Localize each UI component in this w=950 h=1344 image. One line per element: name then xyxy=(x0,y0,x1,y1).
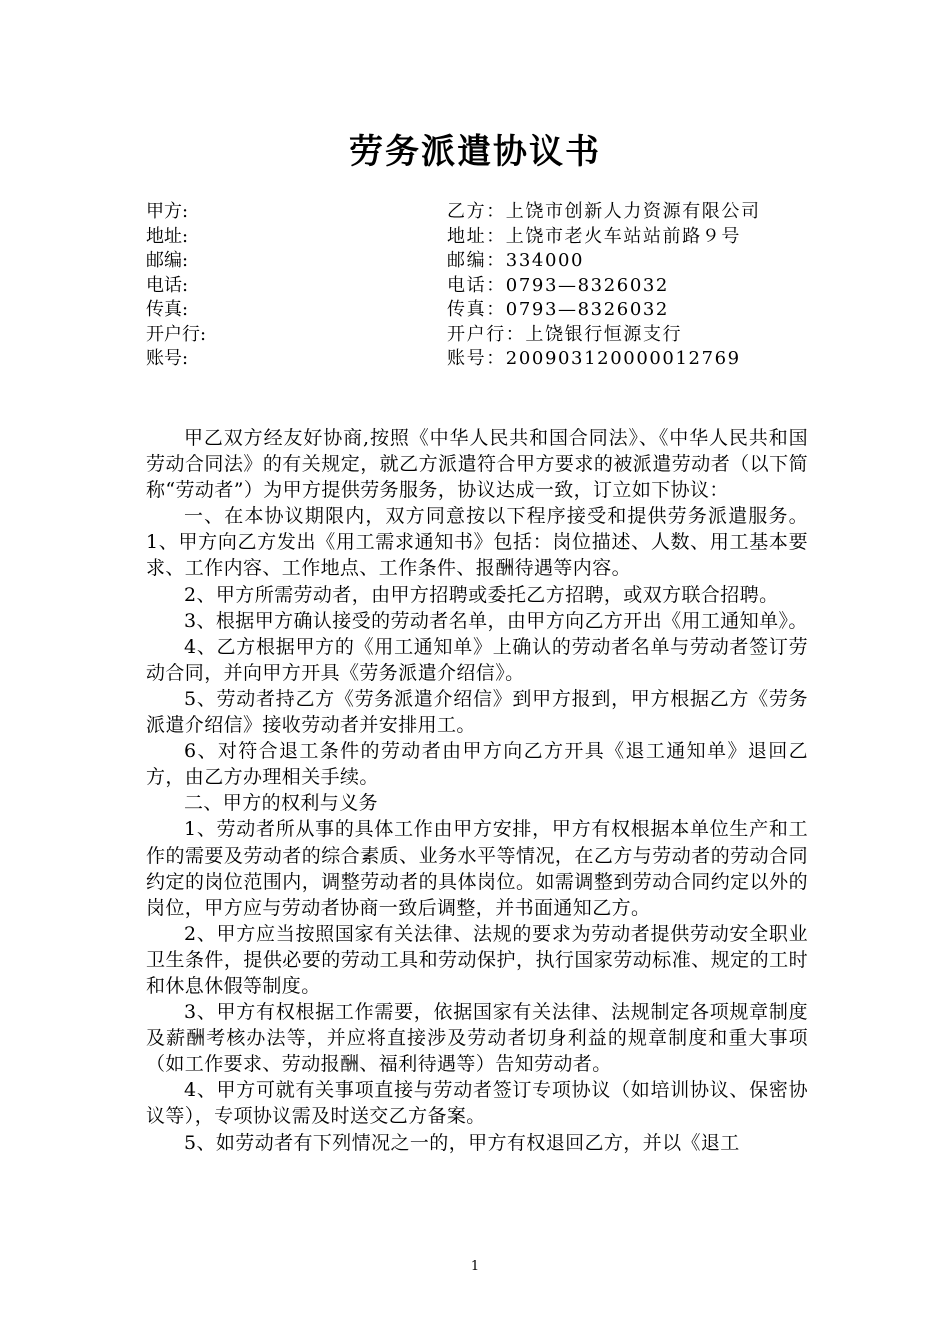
party-a-field: 甲方: xyxy=(146,201,189,222)
party-b-field: 传真：0793—8326032 xyxy=(447,299,669,320)
party-b-field: 邮编：334000 xyxy=(447,250,585,271)
paragraph: 3、甲方有权根据工作需要，依据国家有关法律、法规制定各项规章制度及薪酬考核办法等，并应将直接涉及劳动者切身利益的规章制度和重大事项（如工作要求、劳动报酬、福利待遇等）告知劳动者。 xyxy=(146,1001,808,1076)
party-b-field: 电话：0793—8326032 xyxy=(447,274,669,296)
section-heading: 二、甲方的权利与义务 xyxy=(184,792,379,815)
paragraph: 4、乙方根据甲方的《用工通知单》上确认的劳动者名单与劳动者签订劳动合同，并向甲方开具《劳务派遣介绍信》。 xyxy=(146,635,808,684)
party-a-field: 地址: xyxy=(146,225,189,247)
party-info-row xyxy=(146,298,826,323)
page-number: 1 xyxy=(470,1259,480,1274)
party-info-block xyxy=(146,200,826,372)
document-title: 劳务派遣协议书 xyxy=(349,132,601,172)
paragraph: 6、对符合退工条件的劳动者由甲方向乙方开具《退工通知单》退回乙方，由乙方办理相关手续。 xyxy=(146,740,808,789)
party-a-field: 邮编: xyxy=(146,250,189,271)
paragraph: 5、如劳动者有下列情况之一的，甲方有权退回乙方，并以《退工 xyxy=(184,1131,740,1154)
party-info-row xyxy=(146,225,826,250)
party-b-field: 地址：上饶市老火车站站前路９号 xyxy=(447,225,741,247)
paragraph: 1、劳动者所从事的具体工作由甲方安排，甲方有权根据本单位生产和工作的需要及劳动者的综合素质、业务水平等情况，在乙方与劳动者的劳动合同约定的岗位范围内，调整劳动者的具体岗位。如需调整到劳动合同约定以外的岗位，甲方应与劳动者协商一致后调整，并书面通知乙方。 xyxy=(146,818,808,919)
paragraph: 2、甲方所需劳动者，由甲方招聘或委托乙方招聘，或双方联合招聘。 xyxy=(184,583,779,606)
paragraph: 一、在本协议期限内，双方同意按以下程序接受和提供劳务派遣服务。1、甲方向乙方发出《用工需求通知书》包括：岗位描述、人数、用工基本要求、工作内容、工作地点、工作条件、报酬待遇等内容。 xyxy=(146,505,808,580)
party-info-row xyxy=(146,347,826,372)
paragraph: 甲乙双方经友好协商,按照《中华人民共和国合同法》、《中华人民共和国劳动合同法》的有关规定，就乙方派遣符合甲方要求的被派遣劳动者（以下简称“劳动者”）为甲方提供劳务服务，协议达成一致，订立如下协议： xyxy=(146,427,808,502)
party-a-field: 账号: xyxy=(146,348,189,369)
party-info-row xyxy=(146,323,826,348)
agreement-body xyxy=(146,425,808,1156)
party-info-row xyxy=(146,200,826,225)
paragraph: 4、甲方可就有关事项直接与劳动者签订专项协议（如培训协议、保密协议等），专项协议需及时送交乙方备案。 xyxy=(146,1079,808,1128)
party-a-field: 传真: xyxy=(146,299,189,320)
party-b-field: 账号：200903120000012769 xyxy=(447,348,741,369)
paragraph: 2、甲方应当按照国家有关法律、法规的要求为劳动者提供劳动安全职业卫生条件，提供必要的劳动工具和劳动保护，执行国家劳动标准、规定的工时和休息休假等制度。 xyxy=(146,922,808,997)
party-b-field: 乙方：上饶市创新人力资源有限公司 xyxy=(447,201,761,222)
paragraph: 5、劳动者持乙方《劳务派遣介绍信》到甲方报到，甲方根据乙方《劳务派遣介绍信》接收劳动者并安排用工。 xyxy=(146,687,808,737)
party-info-row xyxy=(146,274,826,299)
party-a-field: 开户行: xyxy=(146,323,207,345)
party-info-row xyxy=(146,249,826,274)
party-a-field: 电话: xyxy=(146,274,189,296)
party-b-field: 开户行：上饶银行恒源支行 xyxy=(447,323,683,345)
paragraph: 3、根据甲方确认接受的劳动者名单，由甲方向乙方开出《用工通知单》。 xyxy=(184,609,808,632)
